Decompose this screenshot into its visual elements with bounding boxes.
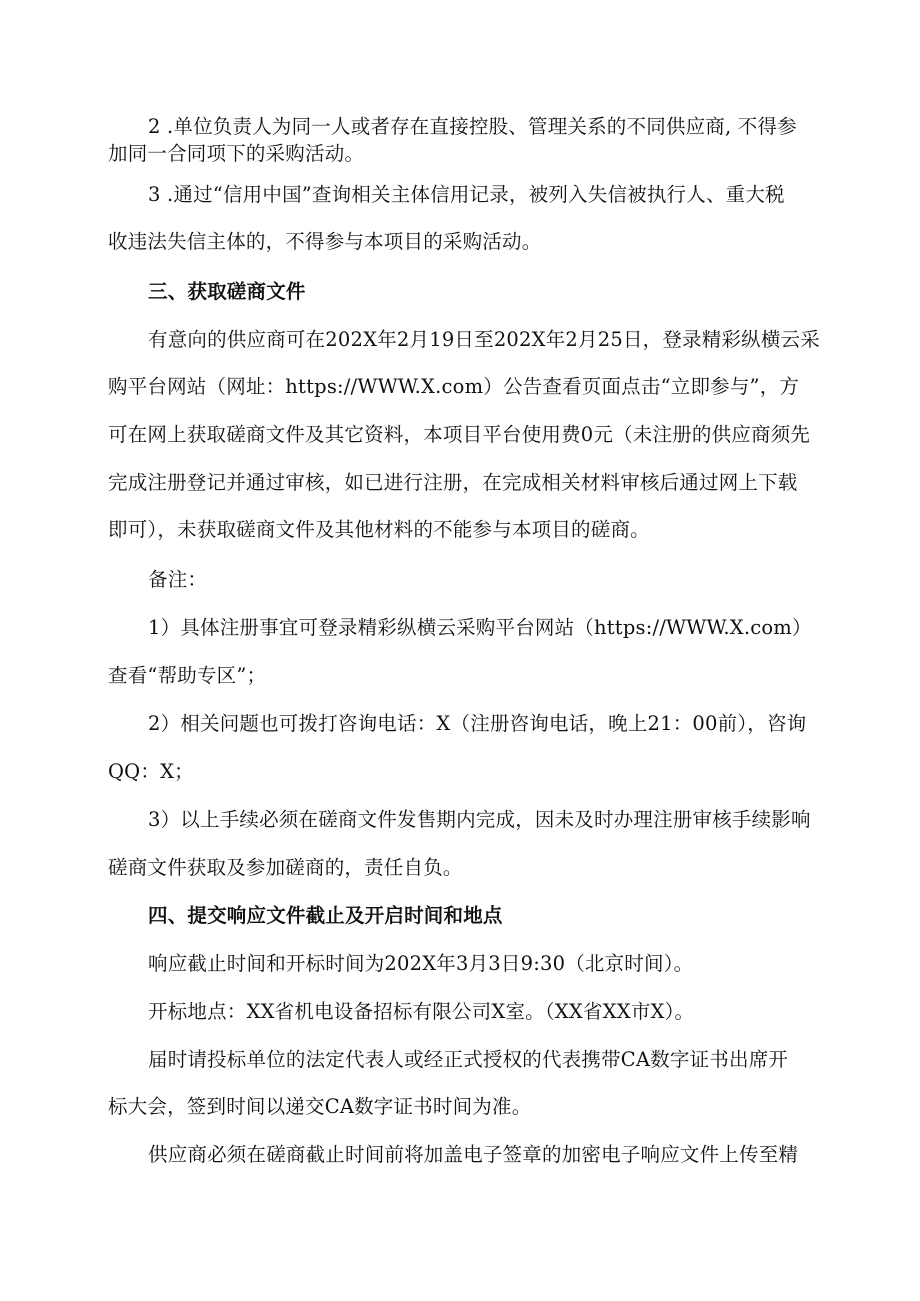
paragraph-line: 可在网上获取磋商文件及其它资料，本项目平台使用费0元（未注册的供应商须先 — [108, 423, 811, 446]
paragraph-line: 有意向的供应商可在202X年2月19日至202X年2月25日，登录精彩纵横云采 — [148, 328, 820, 351]
paragraph-line: 供应商必须在磋商截止时间前将加盖电子签章的加密电子响应文件上传至精 — [148, 1143, 799, 1166]
paragraph-line: 购平台网站（网址：https://WWW.X.com）公告查看页面点击“立即参与”，方 — [108, 375, 800, 398]
note-line: 2）相关问题也可拨打咨询电话：X（注册咨询电话，晚上21：00前），咨询 — [148, 712, 807, 735]
note-label: 备注： — [148, 568, 208, 591]
note-line: 3）以上手续必须在磋商文件发售期内完成，因未及时办理注册审核手续影响 — [148, 808, 811, 831]
paragraph-line: 即可），未获取磋商文件及其他材料的不能参与本项目的磋商。 — [108, 518, 650, 541]
note-line: 磋商文件获取及参加磋商的，责任自负。 — [108, 856, 463, 879]
note-line: QQ：X； — [108, 760, 194, 783]
note-line: 查看“帮助专区”； — [108, 664, 267, 687]
paragraph-line: 开标地点：XX省机电设备招标有限公司X室。（XX省XX市X）。 — [148, 1000, 695, 1023]
paragraph-line: 加同一合同项下的采购活动。 — [108, 142, 365, 165]
paragraph-line: 届时请投标单位的法定代表人或经正式授权的代表携带CA数字证书出席开 — [148, 1048, 789, 1071]
section-heading: 四、提交响应文件截止及开启时间和地点 — [148, 904, 503, 927]
paragraph-line: 响应截止时间和开标时间为202X年3月3日9:30（北京时间）。 — [148, 952, 694, 975]
note-line: 1）具体注册事宜可登录精彩纵横云采购平台网站（https://WWW.X.com） — [148, 616, 812, 639]
paragraph-line: 3 .通过“信用中国”查询相关主体信用记录，被列入失信被执行人、重大税 — [148, 183, 785, 206]
paragraph-line: 2 .单位负责人为同一人或者存在直接控股、管理关系的不同供应商, 不得参 — [148, 115, 797, 138]
section-heading: 三、获取磋商文件 — [148, 280, 306, 303]
paragraph-line: 标大会，签到时间以递交CA数字证书时间为准。 — [108, 1095, 532, 1118]
paragraph-line: 收违法失信主体的，不得参与本项目的采购活动。 — [108, 230, 542, 253]
paragraph-line: 完成注册登记并通过审核，如已进行注册，在完成相关材料审核后通过网上下载 — [108, 471, 798, 494]
